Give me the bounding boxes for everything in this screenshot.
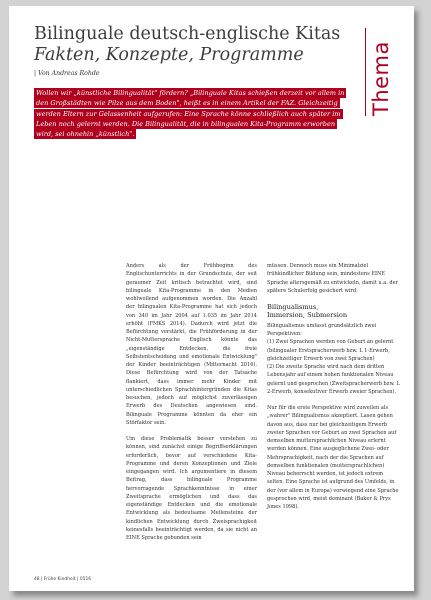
- body-column-right: [267, 262, 400, 519]
- article-lead: [34, 88, 352, 139]
- article-title: Bilinguale deutsch-englische Kitas: [34, 24, 341, 44]
- body-column-left: [126, 262, 257, 550]
- article-subtitle: Fakten, Konzepte, Programme: [34, 45, 304, 65]
- body-paragraph: müssen. Dennoch muss ein Minimalziel frühkindlicher Bildung sein, mindestens EINE Sprache altersgemäß zu entwickeln, damit u.a. der spätere Schulerfolg gesichert wird.: [267, 263, 399, 294]
- body-paragraph: Nur für die erste Perspektive wird zuweilen als „wahrer" Bilingualismus akzeptiert. Lasen gehen davon aus, dass nur bei gleichzeitigem Erwerb zweier Sprachen vor Geburt an zwei Sprachen auf demselben muttersprachlichen Niveau erlernt werden können. Eine ausgeglichene Zwei- oder Mehrsprachigkeit, nach der die Sprachen auf demselben funktionalen (muttersprachlichen) Niveau beherrscht werden, ist jedoch extrem selten. Eine Sprache ist aufgrund des Umfelds, in der (vor allem in Europa) vorwiegend eine Sprache gesprochen wird, meist dominant (Baker & Prys Jones 1998).: [267, 405, 399, 511]
- definition-item: (2) Die zweite Sprache wird nach dem dritten Lebensjahr auf einem hohen funktionalen Niveau gelernt und gesprochen (Zweitspracherwerb bzw. L 2-Erwerb, konsekutiver Erwerb zweier Sprachen).: [267, 364, 400, 395]
- body-paragraph: Um diese Problematik besser verstehen zu können, sind zunächst einige Begriffserklärungen erforderlich, bevor auf verschiedene Kita-Programme und deren Konzeptionen und Ziele eingegangen wird. Ich argumentiere in diesem Beitrag, dass bilinguale Programme hervorragende Sprachkenntnisse in einer Zweitsprache ermöglichen und dass das eigenständige Entdecken und die emotionale Entwicklung als bedeutsame Meilensteine der kindlichen Entwicklung durch Zweisprachigkeit keinesfalls beeinträchtigt werden, da sie nicht an EINE Sprache gebunden sein: [126, 436, 257, 541]
- section-label: Thema: [369, 41, 393, 116]
- body-paragraph: Bilingualismus umfasst grundsätzlich zwei Perspektiven:: [267, 322, 377, 338]
- article-author: | Von Andreas Rohde: [34, 70, 100, 77]
- magazine-page: [9, 6, 414, 591]
- body-paragraph: Anders als der Frühbeginn des Englischunterrichts in der Grundschule, der seit geraumer Zeit kritisch betrachtet wird, sind bilinguale Kita-Programme in den Medien wohlwollend aufgenommen worden. Die Anzahl der bilingualen Kita-Programme hat sich jedoch von 340 im Jahr 2004 auf 1.035 im Jahr 2014 erhöht (FMKS 2014). Dadurch wird jetzt die Befürchtung verstärkt, die Frühförderung in der Nicht-Muttersprache Englisch könnte das „eigenständige Entdecken, die freie Selbstentscheidung und emotionale Entwicklung" der Kinder beeinträchtigen (Mitternacht 2016). Diese Befürchtung wird von der Tatsache flankiert, dass immer mehr Kinder mit unterschiedlichen Sprachhintergründen die Kitas besuchen, jedoch auf möglichst zuverlässigen Erwerb des Deutschen angewiesen sind. Bilinguale Programme könnten da eher ein Störfaktor sein.: [126, 263, 257, 426]
- section-heading-line-1: Bilingualismus,: [267, 303, 319, 311]
- page-footer: 48 | Frühe Kindheit | 0516: [34, 577, 92, 582]
- section-heading: [267, 303, 400, 320]
- lead-text: Wollen wir „künstliche Bilingualität" fördern? „Bilinguale Kitas schießen derzeit vor allem in den Großstädten wie Pilze aus dem Boden", heißt es in einem Artikel der FAZ. Gleichzeitig werden Eltern zur Gelassenheit aufgerufen: Eine Sprache könne schließlich auch später im Leben noch gelernt werden. Die Bilingualität, die in bilingualen Kita-Programm erworben wird, sei ohnehin „künstlich".: [36, 89, 345, 139]
- section-divider: [365, 28, 366, 116]
- definition-item: (1) Zwei Sprachen werden von Geburt an gelernt (bilingualer Erstspracherwerb bzw. L 1-Erwerb, gleichzeitiger Erwerb von zwei Sprachen): [267, 339, 394, 362]
- section-heading-line-2: Immersion, Submersion: [267, 311, 348, 320]
